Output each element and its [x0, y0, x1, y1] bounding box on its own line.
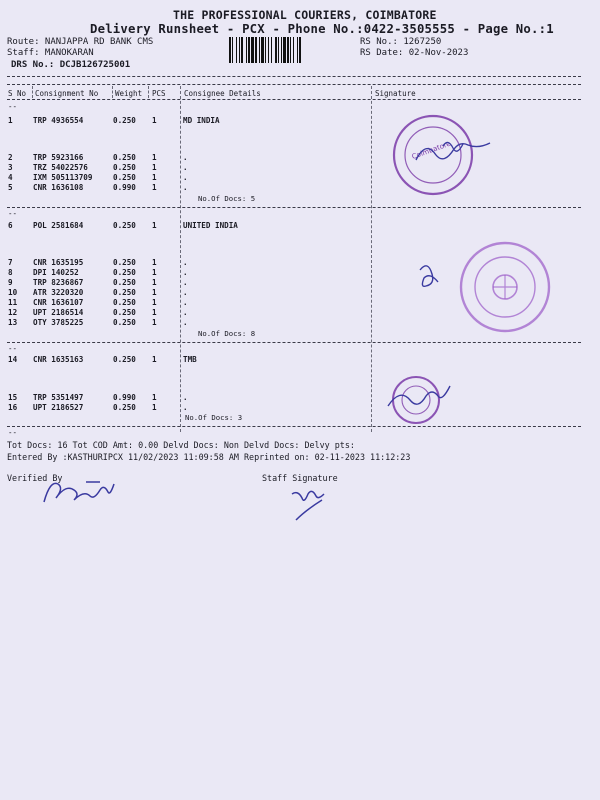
row-weight: 0.990 [113, 393, 136, 402]
runsheet-subtitle: Delivery Runsheet - PCX - Phone No.:0422-3505555 - Page No.:1 [90, 22, 554, 36]
divider: -- [8, 102, 18, 111]
row-pcs: 1 [152, 288, 157, 297]
row-sno: 1 [8, 116, 13, 125]
row-sno: 11 [8, 298, 18, 307]
row-consignment: CNR 1636107 [33, 298, 84, 307]
row-pcs: 1 [152, 308, 157, 317]
row-consignment: TRP 8236867 [33, 278, 84, 287]
totals-line: Tot Docs: 16 Tot COD Amt: 0.00 Delvd Docs: Non Delvd Docs: Delvy pts: [7, 440, 355, 450]
drs-number: DRS No.: DCJB126725001 [11, 60, 131, 70]
row-sno: 7 [8, 258, 13, 267]
divider [7, 84, 581, 85]
row-consignee-blank: . [183, 278, 188, 287]
row-sno: 9 [8, 278, 13, 287]
row-consignment: TRP 5923166 [33, 153, 84, 162]
divider [7, 426, 581, 427]
row-consignment: UPT 2186527 [33, 403, 84, 412]
row-pcs: 1 [152, 298, 157, 307]
row-pcs: 1 [152, 318, 157, 327]
row-consignment: DPI 140252 [33, 268, 79, 277]
row-sno: 15 [8, 393, 18, 402]
row-consignee: TMB [183, 355, 197, 364]
staff-signature [286, 484, 336, 524]
row-sno: 16 [8, 403, 18, 412]
row-weight: 0.250 [113, 173, 136, 182]
tmb-stamp [380, 370, 460, 425]
row-sno: 5 [8, 183, 13, 192]
row-consignee-blank: . [183, 308, 188, 317]
route-line: Route: NANJAPPA RD BANK CMS [7, 37, 154, 47]
row-consignment: TRZ 54022576 [33, 163, 88, 172]
group-doc-count: No.Of Docs: 8 [198, 329, 256, 338]
divider [7, 342, 581, 343]
row-sno: 13 [8, 318, 18, 327]
row-weight: 0.250 [113, 288, 136, 297]
row-consignment: CNR 1636108 [33, 183, 84, 192]
row-consignee-blank: . [183, 173, 188, 182]
row-weight: 0.250 [113, 298, 136, 307]
verified-by-label: Verified By [7, 473, 63, 483]
row-pcs: 1 [152, 163, 157, 172]
divider [7, 76, 581, 77]
row-consignment: OTY 3785225 [33, 318, 84, 327]
row-consignee-blank: . [183, 318, 188, 327]
row-pcs: 1 [152, 258, 157, 267]
row-weight: 0.250 [113, 278, 136, 287]
row-sno: 6 [8, 221, 13, 230]
row-consignee: UNITED INDIA [183, 221, 238, 230]
row-pcs: 1 [152, 221, 157, 230]
row-sno: 8 [8, 268, 13, 277]
row-consignee-blank: . [183, 298, 188, 307]
row-consignee-blank: . [183, 268, 188, 277]
row-consignee-blank: . [183, 288, 188, 297]
row-consignee-blank: . [183, 183, 188, 192]
row-weight: 0.250 [113, 221, 136, 230]
rs-date: RS Date: 02-Nov-2023 [360, 48, 469, 58]
row-weight: 0.250 [113, 318, 136, 327]
row-sno: 2 [8, 153, 13, 162]
row-sno: 10 [8, 288, 18, 297]
col-header-pcs: PCS [152, 89, 166, 98]
row-pcs: 1 [152, 116, 157, 125]
column-separator [112, 86, 113, 98]
row-pcs: 1 [152, 355, 157, 364]
rs-number: RS No.: 1267250 [360, 37, 442, 47]
mdindia-stamp [388, 110, 508, 200]
divider: -- [8, 209, 18, 218]
group-doc-count: No.Of Docs: 3 [185, 413, 243, 422]
row-weight: 0.250 [113, 153, 136, 162]
row-pcs: 1 [152, 268, 157, 277]
row-sno: 14 [8, 355, 18, 364]
row-pcs: 1 [152, 173, 157, 182]
row-sno: 3 [8, 163, 13, 172]
divider [7, 99, 581, 100]
row-weight: 0.250 [113, 403, 136, 412]
staff-signature-label: Staff Signature [262, 473, 338, 483]
row-consignment: UPT 2186514 [33, 308, 84, 317]
row-pcs: 1 [152, 393, 157, 402]
row-consignment: IXM 505113709 [33, 173, 93, 182]
column-separator [371, 86, 372, 432]
divider: -- [8, 428, 18, 437]
column-separator [180, 86, 181, 432]
row-consignment: ATR 3220320 [33, 288, 84, 297]
row-consignment: CNR 1635163 [33, 355, 84, 364]
col-header-signature: Signature [375, 89, 416, 98]
col-header-consignment: Consignment No [35, 89, 99, 98]
row-weight: 0.250 [113, 163, 136, 172]
row-consignee-blank: . [183, 258, 188, 267]
entered-by-line: Entered By :KASTHURIPCX 11/02/2023 11:09:58 AM Reprinted on: 02-11-2023 11:12:23 [7, 452, 411, 462]
col-header-consignee: Consignee Details [184, 89, 261, 98]
row-consignee-blank: . [183, 403, 188, 412]
group-doc-count: No.Of Docs: 5 [198, 194, 256, 203]
row-consignment: TRP 5351497 [33, 393, 84, 402]
row-consignee-blank: . [183, 153, 188, 162]
column-separator [148, 86, 149, 98]
row-weight: 0.990 [113, 183, 136, 192]
united-india-stamp [410, 240, 560, 335]
row-pcs: 1 [152, 278, 157, 287]
barcode-bar [299, 37, 301, 63]
company-title: THE PROFESSIONAL COURIERS, COIMBATORE [173, 8, 437, 22]
verifier-signature [38, 472, 138, 508]
row-consignee: MD INDIA [183, 116, 220, 125]
column-separator [32, 86, 33, 98]
col-header-sno: S No [8, 89, 27, 98]
row-consignment: CNR 1635195 [33, 258, 84, 267]
row-pcs: 1 [152, 403, 157, 412]
row-pcs: 1 [152, 153, 157, 162]
row-sno: 12 [8, 308, 18, 317]
row-consignee-blank: . [183, 393, 188, 402]
row-weight: 0.250 [113, 258, 136, 267]
divider [7, 207, 581, 208]
row-weight: 0.250 [113, 116, 136, 125]
row-consignment: TRP 4936554 [33, 116, 84, 125]
row-consignee-blank: . [183, 163, 188, 172]
divider: -- [8, 344, 18, 353]
row-weight: 0.250 [113, 268, 136, 277]
row-sno: 4 [8, 173, 13, 182]
col-header-weight: Weight [115, 89, 143, 98]
row-weight: 0.250 [113, 355, 136, 364]
svg-text:Coimbatore: Coimbatore [410, 139, 452, 162]
barcode [229, 37, 350, 63]
staff-line: Staff: MANOKARAN [7, 48, 94, 58]
row-consignment: POL 2581684 [33, 221, 84, 230]
row-weight: 0.250 [113, 308, 136, 317]
row-pcs: 1 [152, 183, 157, 192]
